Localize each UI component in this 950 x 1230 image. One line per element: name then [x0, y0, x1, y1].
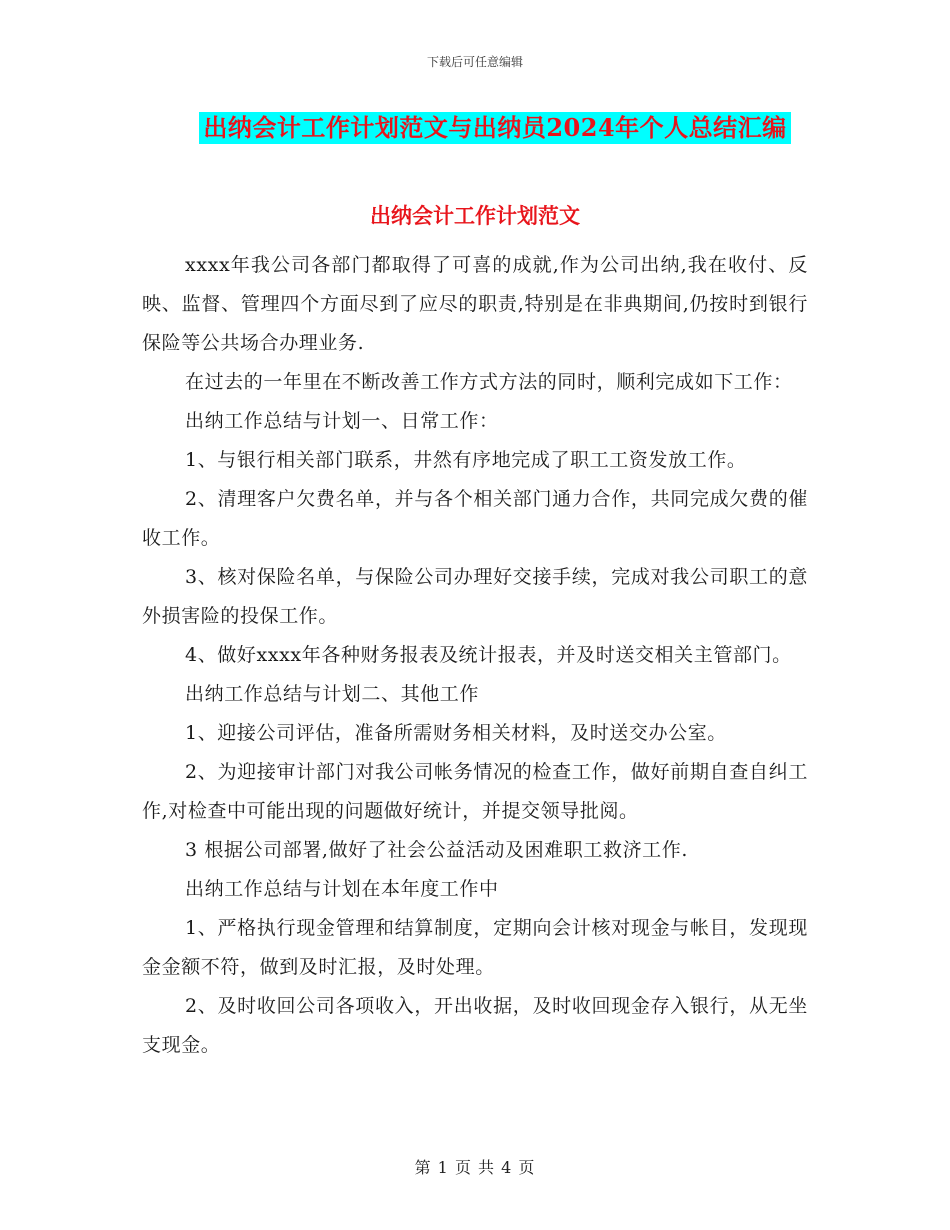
- paragraph: 1、迎接公司评估，准备所需财务相关材料，及时送交办公室。: [185, 722, 727, 744]
- page-footer: 第 1 页 共 4 页: [414, 1158, 536, 1177]
- paragraph: 出纳工作总结与计划在本年度工作中: [185, 878, 499, 900]
- paragraph: xxxx年我公司各部门都取得了可喜的成就,作为公司出纳,我在收付、反映、监督、管理四个方面尽到了应尽的职责,特别是在非典期间,仍按时到银行保险等公共场合办理业务.: [142, 254, 808, 354]
- document-title-container: [0, 112, 950, 144]
- paragraph: 出纳工作总结与计划一、日常工作：: [185, 410, 499, 432]
- header-note: 下载后可任意编辑: [426, 55, 523, 69]
- paragraph: 4、做好xxxx年各种财务报表及统计报表，并及时送交相关主管部门。: [185, 644, 792, 666]
- paragraph: 1、严格执行现金管理和结算制度，定期向会计核对现金与帐目，发现现金金额不符，做到及时汇报，及时处理。: [142, 917, 808, 978]
- paragraph: 在过去的一年里在不断改善工作方式方法的同时，顺利完成如下工作：: [185, 371, 793, 393]
- document-body: [142, 246, 808, 1065]
- paragraph: 出纳工作总结与计划二、其他工作: [185, 683, 480, 705]
- paragraph: 2、为迎接审计部门对我公司帐务情况的检查工作，做好前期自查自纠工作,对检查中可能出现的问题做好统计，并提交领导批阅。: [142, 761, 808, 822]
- section-title: 出纳会计工作计划范文: [370, 203, 580, 228]
- paragraph: 2、清理客户欠费名单，并与各个相关部门通力合作，共同完成欠费的催收工作。: [142, 488, 808, 549]
- paragraph: 2、及时收回公司各项收入，开出收据，及时收回现金存入银行，从无坐支现金。: [142, 995, 808, 1056]
- paragraph: 3 根据公司部署,做好了社会公益活动及困难职工救济工作.: [185, 839, 689, 861]
- paragraph: 1、与银行相关部门联系，井然有序地完成了职工工资发放工作。: [185, 449, 747, 471]
- paragraph: 3、核对保险名单，与保险公司办理好交接手续，完成对我公司职工的意外损害险的投保工作。: [142, 566, 808, 627]
- document-title: 出纳会计工作计划范文与出纳员2024年个人总结汇编: [199, 112, 790, 144]
